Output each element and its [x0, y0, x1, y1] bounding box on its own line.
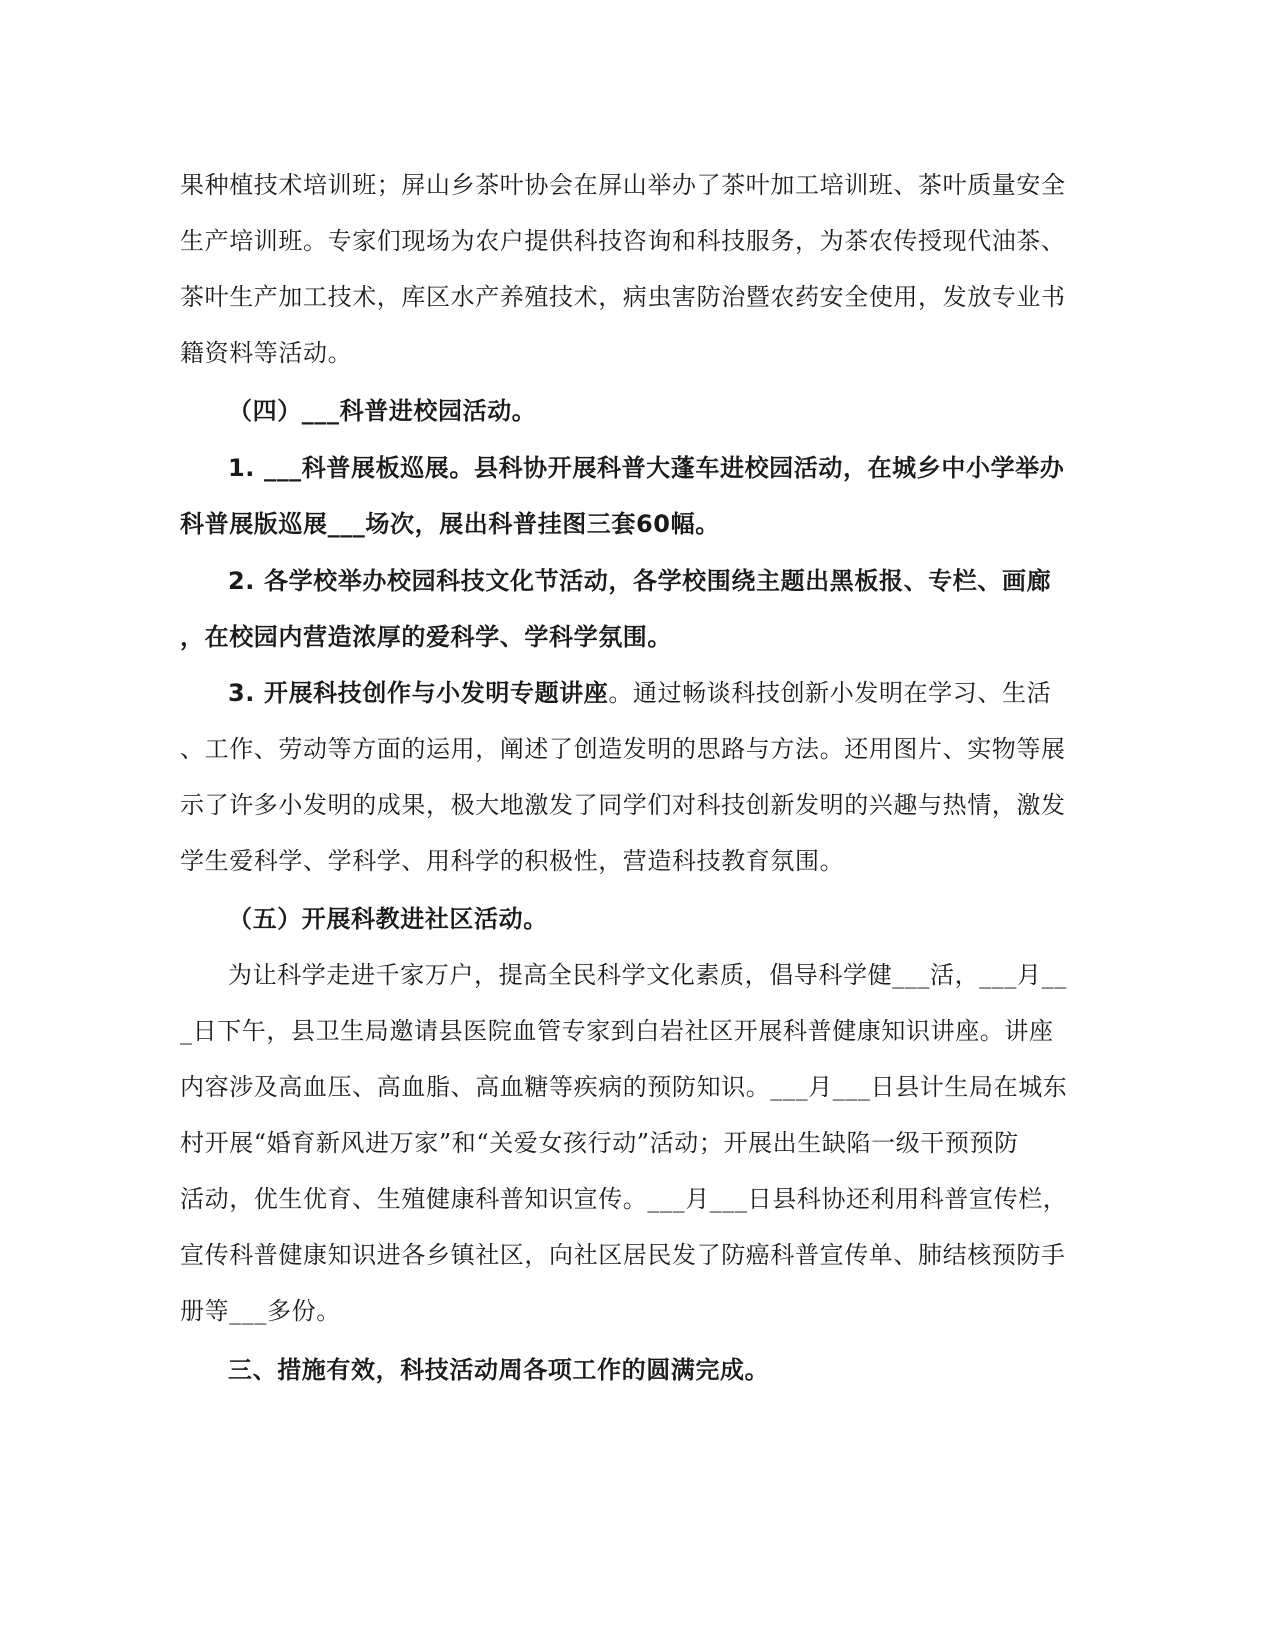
paragraph-line: 1. ___科普展板巡展。县科协开展科普大蓬车进校园活动，在城乡中小学举办	[228, 454, 1065, 482]
item-heading: 3. 开展科技创作与小发明专题讲座	[228, 679, 609, 707]
paragraph-line: 2. 各学校举办校园科技文化节活动，各学校围绕主题出黑板报、专栏、画廊	[228, 567, 1052, 595]
paragraph-line: 宣传科普健康知识进各乡镇社区，向社区居民发了防癌科普宣传单、肺结核预防手	[180, 1241, 1066, 1269]
section-heading: 三、措施有效，科技活动周各项工作的圆满完成。	[228, 1356, 770, 1384]
paragraph-line: 科普展版巡展___场次，展出科普挂图三套60幅。	[180, 510, 720, 538]
paragraph-line: 生产培训班。专家们现场为农户提供科技咨询和科技服务，为茶农传授现代油茶、	[180, 227, 1066, 255]
paragraph-line: _日下午，县卫生局邀请县医院血管专家到白岩社区开展科普健康知识讲座。讲座	[180, 1017, 1054, 1045]
paragraph-line: 、工作、劳动等方面的运用，阐述了创造发明的思路与方法。还用图片、实物等展	[180, 735, 1066, 763]
paragraph-line: 茶叶生产加工技术，库区水产养殖技术，病虫害防治暨农药安全使用，发放专业书	[180, 283, 1066, 311]
paragraph-line: 为让科学走进千家万户，提高全民科学文化素质，倡导科学健___活，___月__	[228, 961, 1067, 989]
paragraph-line: 果种植技术培训班；屏山乡茶叶协会在屏山举办了茶叶加工培训班、茶叶质量安全	[180, 171, 1066, 199]
paragraph-line: ，在校园内营造浓厚的爱科学、学科学氛围。	[180, 623, 672, 651]
paragraph-line: 册等___多份。	[180, 1297, 341, 1325]
item-text: 。通过畅谈科技创新小发明在学习、生活	[608, 679, 1052, 707]
paragraph-line: 籍资料等活动。	[180, 339, 353, 367]
paragraph-line: 示了许多小发明的成果，极大地激发了同学们对科技创新发明的兴趣与热情，激发	[180, 791, 1066, 819]
paragraph-line: 内容涉及高血压、高血脂、高血糖等疾病的预防知识。___月___日县计生局在城东	[180, 1073, 1068, 1101]
section-heading: （四）___科普进校园活动。	[228, 397, 537, 425]
paragraph-line	[228, 677, 1098, 709]
paragraph-line: 村开展“婚育新风进万家”和“关爱女孩行动”活动；开展出生缺陷一级干预预防	[180, 1129, 1019, 1157]
paragraph-line: 学生爱科学、学科学、用科学的积极性，营造科技教育氛围。	[180, 847, 845, 875]
section-heading: （五）开展科教进社区活动。	[228, 905, 548, 933]
paragraph-line: 活动，优生优育、生殖健康科普知识宣传。___月___日县科协还利用科普宣传栏，	[180, 1185, 1068, 1213]
